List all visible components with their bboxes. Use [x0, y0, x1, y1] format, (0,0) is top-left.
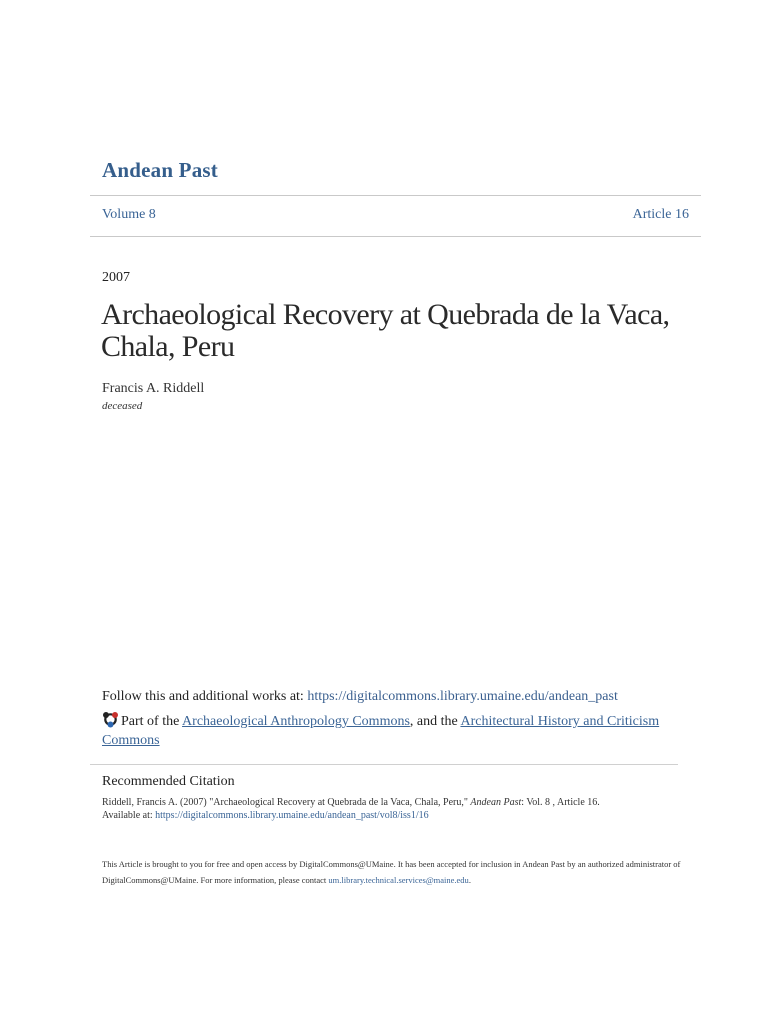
access-notice-end: . [468, 875, 471, 885]
top-divider [90, 195, 701, 196]
follow-label: Follow this and additional works at: [102, 689, 308, 704]
part-of-line [102, 711, 677, 750]
contact-email-link[interactable]: um.library.technical.services@maine.edu [328, 875, 469, 885]
publication-year: 2007 [102, 270, 130, 285]
follow-line [102, 689, 618, 705]
available-url-link[interactable]: https://digitalcommons.library.umaine.edu/andean_past/vol8/iss1/16 [155, 810, 429, 821]
part-of-middle: , and the [409, 714, 461, 729]
access-notice [102, 856, 702, 888]
citation-text [102, 796, 692, 822]
author-affiliation: deceased [102, 400, 143, 412]
citation-journal: Andean Past [470, 797, 522, 808]
journal-title[interactable]: Andean Past [102, 158, 218, 182]
architectural-history-commons-link[interactable]: Architectural History and Criticism Commons [102, 714, 660, 748]
network-icon [102, 711, 119, 728]
archaeological-anthropology-commons-link[interactable]: Archaeological Anthropology Commons [182, 714, 410, 729]
citation-before: Riddell, Francis A. (2007) "Archaeological Recovery at Quebrada de la Vaca, Chala, Peru," [102, 797, 471, 808]
author-name: Francis A. Riddell [102, 381, 205, 396]
article-link[interactable]: Article 16 [632, 207, 689, 222]
citation-after: : Vol. 8 , Article 16. [521, 797, 600, 808]
recommended-citation-heading: Recommended Citation [102, 774, 235, 789]
part-of-prefix: Part of the [121, 714, 183, 729]
follow-url-link[interactable]: https://digitalcommons.library.umaine.edu/andean_past [307, 689, 618, 704]
citation-divider [90, 764, 678, 765]
article-title: Archaeological Recovery at Quebrada de la Vaca, Chala, Peru [101, 298, 670, 363]
volume-link[interactable]: Volume 8 [102, 207, 156, 222]
available-label: Available at: [102, 810, 156, 821]
bottom-divider [90, 236, 701, 237]
access-notice-text: This Article is brought to you for free and open access by DigitalCommons@UMaine. It has been accepted for inclusion in Andean Past by an authorized administrator of DigitalCommons@UMaine. For more information, please contact [102, 859, 681, 885]
